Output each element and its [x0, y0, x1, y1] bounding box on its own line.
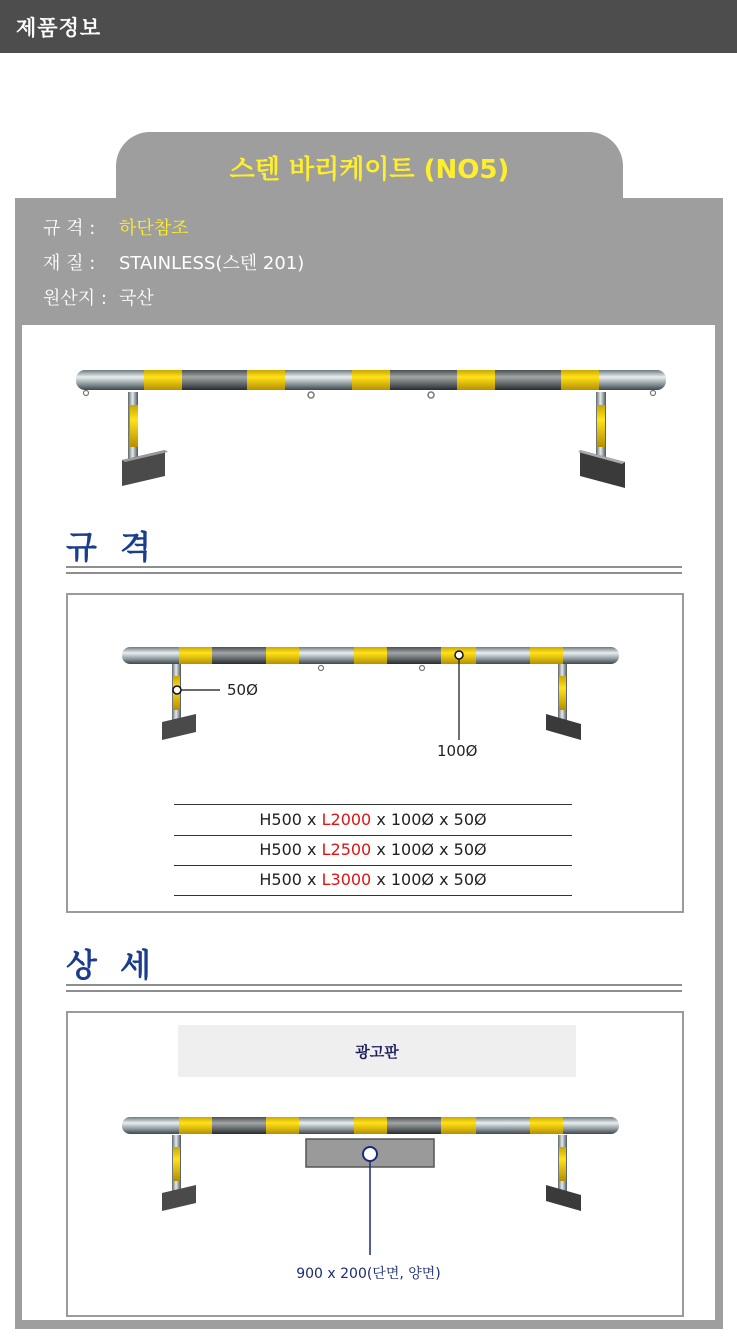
header-title: 제품정보	[16, 16, 102, 40]
detail-section-rule	[66, 984, 682, 992]
hero-barricade-image	[76, 370, 666, 488]
spec-section-title: 규 격	[66, 528, 157, 566]
ad-panel-size: 900 x 200(단면, 양면)	[296, 1266, 441, 1282]
size-diameters: x 100Ø x 50Ø	[371, 810, 487, 829]
size-height: H500 x	[259, 810, 322, 829]
leg-diameter-label: 50Ø	[227, 681, 258, 699]
size-length: L2500	[321, 840, 372, 859]
size-length: L3000	[321, 870, 372, 889]
ad-panel-label: 광고판	[355, 1043, 399, 1061]
spec-origin-label: 원산지 :	[43, 288, 107, 309]
size-row	[174, 804, 572, 836]
size-row	[174, 865, 572, 896]
size-height: H500 x	[259, 840, 322, 859]
bar-diameter-label: 100Ø	[437, 742, 478, 760]
size-diameters: x 100Ø x 50Ø	[371, 840, 487, 859]
spec-origin-value: 국산	[119, 288, 154, 309]
size-height: H500 x	[259, 870, 322, 889]
spec-section-rule	[66, 566, 682, 574]
ad-panel-box	[178, 1025, 576, 1077]
product-name: 스텐 바리케이트 (NO5)	[229, 155, 510, 185]
spec-standard-value: 하단참조	[119, 218, 189, 239]
size-diameters: x 100Ø x 50Ø	[371, 870, 487, 889]
size-row	[174, 835, 572, 866]
detail-section-title: 상 세	[66, 946, 157, 984]
spec-material-label: 재 질 :	[43, 253, 96, 274]
size-length: L2000	[321, 810, 372, 829]
spec-standard-label: 규 격 :	[43, 218, 96, 239]
spec-material-value: STAINLESS(스텐 201)	[119, 253, 305, 274]
